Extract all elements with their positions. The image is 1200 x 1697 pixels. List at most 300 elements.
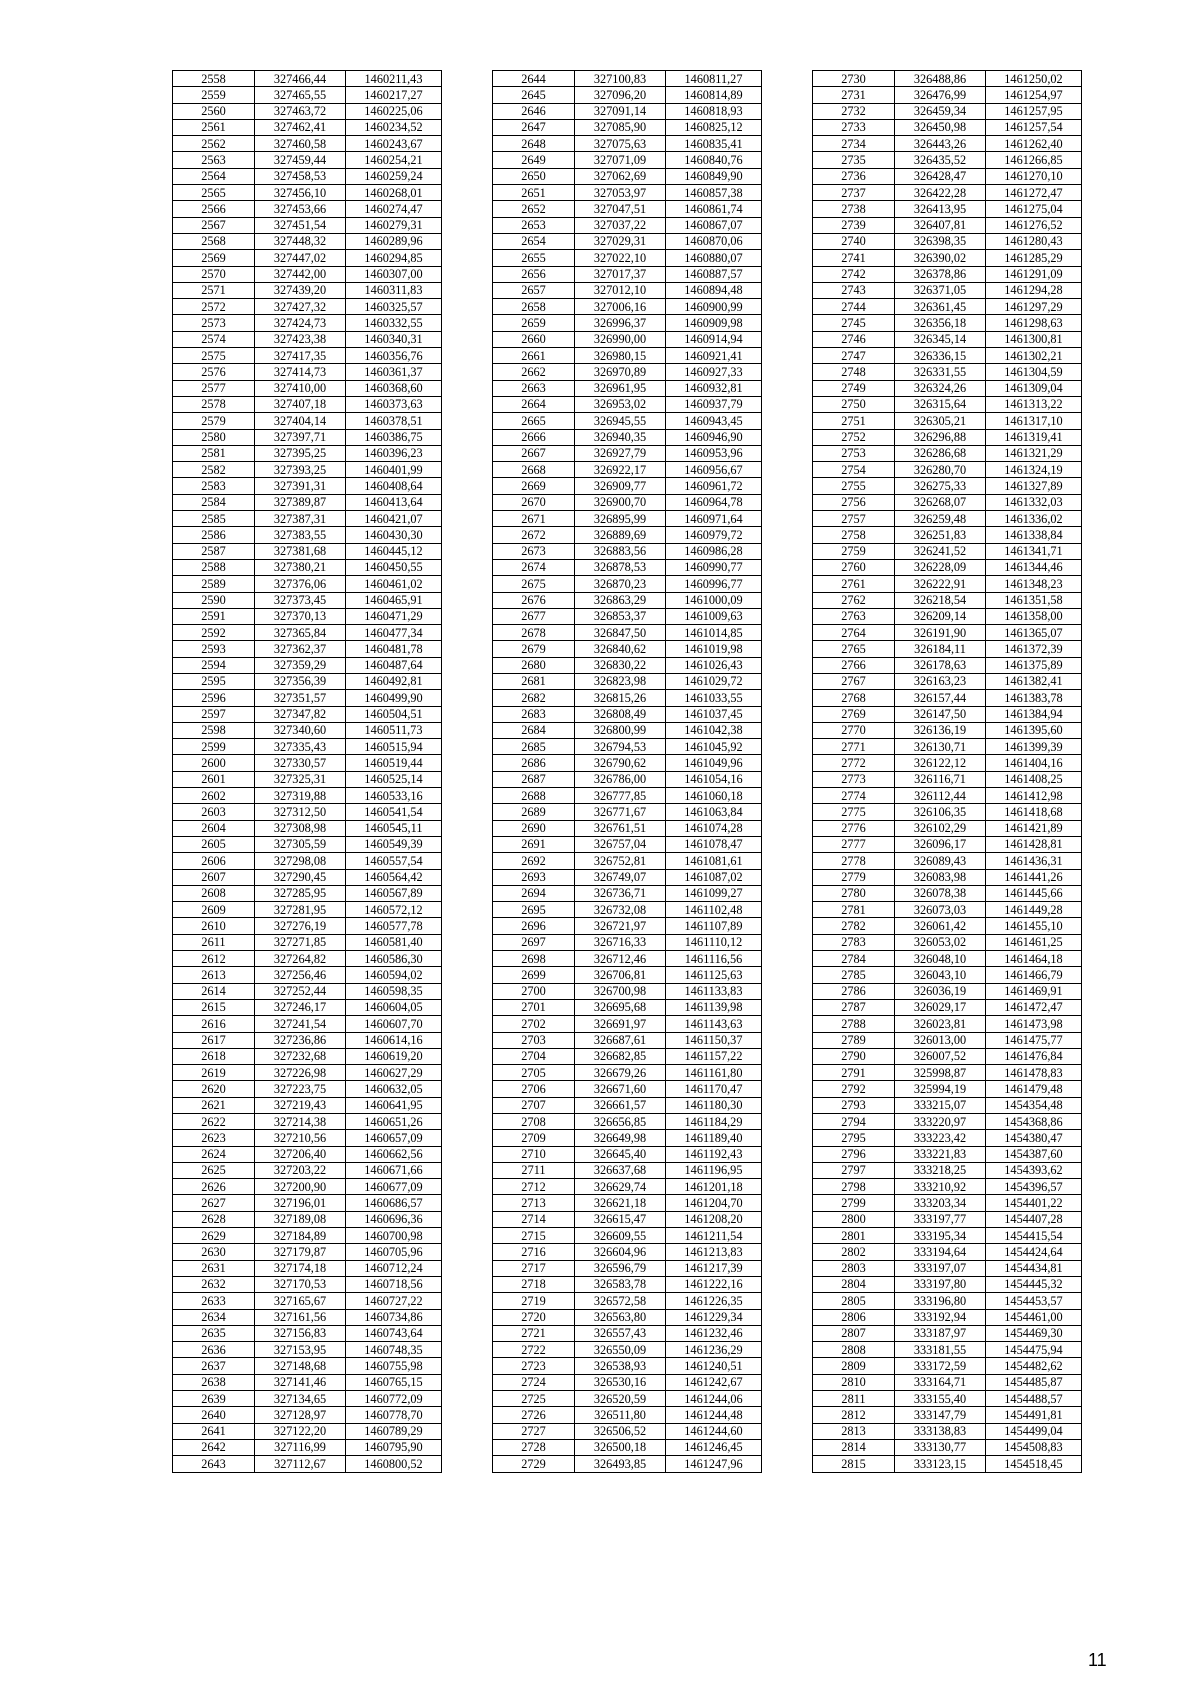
x-coordinate-cell: 326506,52 [575,1423,666,1439]
x-coordinate-cell: 326808,49 [575,706,666,722]
y-coordinate-cell: 1461321,29 [986,445,1082,461]
y-coordinate-cell: 1460986,28 [666,543,762,559]
x-coordinate-cell: 326757,04 [575,836,666,852]
y-coordinate-cell: 1461078,47 [666,836,762,852]
point-number-cell: 2689 [493,804,575,820]
x-coordinate-cell: 327122,20 [255,1423,346,1439]
point-number-cell: 2742 [813,266,895,282]
table-row [173,217,442,233]
x-coordinate-cell: 327096,20 [575,87,666,103]
point-number-cell: 2558 [173,71,255,87]
y-coordinate-cell: 1460471,29 [346,608,442,624]
point-number-cell: 2809 [813,1358,895,1374]
y-coordinate-cell: 1460914,94 [666,331,762,347]
y-coordinate-cell: 1460586,30 [346,951,442,967]
x-coordinate-cell: 326895,99 [575,511,666,527]
x-coordinate-cell: 326671,60 [575,1081,666,1097]
y-coordinate-cell: 1461143,63 [666,1016,762,1032]
table-row [493,396,762,412]
table-row [813,429,1082,445]
x-coordinate-cell: 326476,99 [895,87,986,103]
coordinates-table-3 [812,70,1082,1473]
table-row [493,1114,762,1130]
y-coordinate-cell: 1461250,02 [986,71,1082,87]
x-coordinate-cell: 326029,17 [895,999,986,1015]
point-number-cell: 2612 [173,951,255,967]
y-coordinate-cell: 1461332,03 [986,494,1082,510]
table-row [173,380,442,396]
y-coordinate-cell: 1454415,54 [986,1228,1082,1244]
point-number-cell: 2682 [493,690,575,706]
table-row [493,266,762,282]
x-coordinate-cell: 327448,32 [255,233,346,249]
point-number-cell: 2761 [813,576,895,592]
table-row [173,967,442,983]
table-row [173,1114,442,1130]
table-row [173,722,442,738]
table-row [813,1407,1082,1423]
x-coordinate-cell: 327447,02 [255,250,346,266]
x-coordinate-cell: 326390,02 [895,250,986,266]
point-number-cell: 2632 [173,1276,255,1292]
point-number-cell: 2568 [173,233,255,249]
x-coordinate-cell: 326511,80 [575,1407,666,1423]
table-row [173,999,442,1015]
table-row [813,152,1082,168]
point-number-cell: 2664 [493,396,575,412]
y-coordinate-cell: 1460840,76 [666,152,762,168]
point-number-cell: 2781 [813,902,895,918]
y-coordinate-cell: 1460356,76 [346,348,442,364]
table-row [813,657,1082,673]
x-coordinate-cell: 327414,73 [255,364,346,380]
table-row [493,885,762,901]
y-coordinate-cell: 1460594,02 [346,967,442,983]
x-coordinate-cell: 326883,56 [575,543,666,559]
point-number-cell: 2580 [173,429,255,445]
y-coordinate-cell: 1461348,23 [986,576,1082,592]
point-number-cell: 2566 [173,201,255,217]
point-number-cell: 2693 [493,869,575,885]
table-row [173,1391,442,1407]
point-number-cell: 2638 [173,1374,255,1390]
table-row [813,1211,1082,1227]
point-number-cell: 2687 [493,771,575,787]
x-coordinate-cell: 326794,53 [575,739,666,755]
point-number-cell: 2794 [813,1114,895,1130]
y-coordinate-cell: 1460971,64 [666,511,762,527]
point-number-cell: 2637 [173,1358,255,1374]
point-number-cell: 2814 [813,1439,895,1455]
point-number-cell: 2728 [493,1439,575,1455]
y-coordinate-cell: 1461304,59 [986,364,1082,380]
y-coordinate-cell: 1461110,12 [666,934,762,950]
y-coordinate-cell: 1460700,98 [346,1228,442,1244]
table-row [173,1276,442,1292]
x-coordinate-cell: 327442,00 [255,266,346,282]
y-coordinate-cell: 1460581,40 [346,934,442,950]
point-number-cell: 2768 [813,690,895,706]
table-row [173,71,442,87]
y-coordinate-cell: 1454354,48 [986,1097,1082,1113]
y-coordinate-cell: 1461170,47 [666,1081,762,1097]
table-row [813,1146,1082,1162]
table-row [173,1244,442,1260]
y-coordinate-cell: 1454445,32 [986,1276,1082,1292]
table-row [493,1342,762,1358]
x-coordinate-cell: 327161,56 [255,1309,346,1325]
table-row [813,853,1082,869]
x-coordinate-cell: 326493,85 [575,1456,666,1472]
y-coordinate-cell: 1460450,55 [346,559,442,575]
x-coordinate-cell: 326786,00 [575,771,666,787]
y-coordinate-cell: 1460577,78 [346,918,442,934]
point-number-cell: 2729 [493,1456,575,1472]
x-coordinate-cell: 333130,77 [895,1439,986,1455]
y-coordinate-cell: 1461139,98 [666,999,762,1015]
table-row [173,1195,442,1211]
table-row [493,559,762,575]
page-number: 11 [1088,1650,1107,1670]
table-row [813,1081,1082,1097]
table-row [173,185,442,201]
x-coordinate-cell: 327389,87 [255,494,346,510]
table-row [813,543,1082,559]
x-coordinate-cell: 327017,37 [575,266,666,282]
table-row [813,185,1082,201]
y-coordinate-cell: 1460401,99 [346,462,442,478]
x-coordinate-cell: 327427,32 [255,299,346,315]
x-coordinate-cell: 327335,43 [255,739,346,755]
point-number-cell: 2699 [493,967,575,983]
point-number-cell: 2617 [173,1032,255,1048]
x-coordinate-cell: 327365,84 [255,625,346,641]
y-coordinate-cell: 1461257,54 [986,119,1082,135]
point-number-cell: 2795 [813,1130,895,1146]
y-coordinate-cell: 1460795,90 [346,1439,442,1455]
x-coordinate-cell: 326130,71 [895,739,986,755]
y-coordinate-cell: 1460921,41 [666,348,762,364]
x-coordinate-cell: 326749,07 [575,869,666,885]
x-coordinate-cell: 326945,55 [575,413,666,429]
table-row [493,478,762,494]
point-number-cell: 2727 [493,1423,575,1439]
x-coordinate-cell: 327347,82 [255,706,346,722]
y-coordinate-cell: 1460946,90 [666,429,762,445]
point-number-cell: 2615 [173,999,255,1015]
point-number-cell: 2592 [173,625,255,641]
x-coordinate-cell: 326583,78 [575,1276,666,1292]
x-coordinate-cell: 326889,69 [575,527,666,543]
table-row [493,136,762,152]
y-coordinate-cell: 1461026,43 [666,657,762,673]
x-coordinate-cell: 326530,16 [575,1374,666,1390]
table-row [813,103,1082,119]
table-row [493,1374,762,1390]
table-row [493,722,762,738]
table-row [493,690,762,706]
table-row [493,673,762,689]
x-coordinate-cell: 326053,02 [895,934,986,950]
point-number-cell: 2811 [813,1391,895,1407]
y-coordinate-cell: 1460487,64 [346,657,442,673]
y-coordinate-cell: 1461222,16 [666,1276,762,1292]
table-row [493,820,762,836]
y-coordinate-cell: 1460937,79 [666,396,762,412]
y-coordinate-cell: 1461472,47 [986,999,1082,1015]
x-coordinate-cell: 326687,61 [575,1032,666,1048]
y-coordinate-cell: 1461418,68 [986,804,1082,820]
point-number-cell: 2575 [173,348,255,364]
x-coordinate-cell: 327397,71 [255,429,346,445]
point-number-cell: 2625 [173,1162,255,1178]
point-number-cell: 2631 [173,1260,255,1276]
y-coordinate-cell: 1460772,09 [346,1391,442,1407]
point-number-cell: 2782 [813,918,895,934]
y-coordinate-cell: 1461081,61 [666,853,762,869]
y-coordinate-cell: 1460900,99 [666,299,762,315]
y-coordinate-cell: 1460332,55 [346,315,442,331]
point-number-cell: 2813 [813,1423,895,1439]
x-coordinate-cell: 327463,72 [255,103,346,119]
point-number-cell: 2630 [173,1244,255,1260]
point-number-cell: 2669 [493,478,575,494]
x-coordinate-cell: 327214,38 [255,1114,346,1130]
y-coordinate-cell: 1461365,07 [986,625,1082,641]
table-row [493,185,762,201]
table-row [493,608,762,624]
y-coordinate-cell: 1461469,91 [986,983,1082,999]
point-number-cell: 2614 [173,983,255,999]
x-coordinate-cell: 326679,26 [575,1065,666,1081]
x-coordinate-cell: 326777,85 [575,788,666,804]
table-row [813,608,1082,624]
point-number-cell: 2680 [493,657,575,673]
table-row [493,641,762,657]
x-coordinate-cell: 326007,52 [895,1048,986,1064]
table-row [813,119,1082,135]
point-number-cell: 2667 [493,445,575,461]
table-row [173,641,442,657]
point-number-cell: 2683 [493,706,575,722]
table-row [493,1211,762,1227]
table-row [813,1358,1082,1374]
point-number-cell: 2775 [813,804,895,820]
y-coordinate-cell: 1461280,43 [986,233,1082,249]
y-coordinate-cell: 1460887,57 [666,266,762,282]
x-coordinate-cell: 326048,10 [895,951,986,967]
table-row [173,1162,442,1178]
y-coordinate-cell: 1461180,30 [666,1097,762,1113]
table-row [173,527,442,543]
y-coordinate-cell: 1461125,63 [666,967,762,983]
y-coordinate-cell: 1461029,72 [666,673,762,689]
x-coordinate-cell: 327424,73 [255,315,346,331]
table-row [173,462,442,478]
table-row [173,348,442,364]
x-coordinate-cell: 326036,19 [895,983,986,999]
x-coordinate-cell: 327116,99 [255,1439,346,1455]
point-number-cell: 2807 [813,1325,895,1341]
x-coordinate-cell: 326615,47 [575,1211,666,1227]
x-coordinate-cell: 327391,31 [255,478,346,494]
table-row [173,282,442,298]
point-number-cell: 2755 [813,478,895,494]
y-coordinate-cell: 1461285,29 [986,250,1082,266]
y-coordinate-cell: 1460800,52 [346,1456,442,1472]
table-row [173,315,442,331]
y-coordinate-cell: 1461291,09 [986,266,1082,282]
point-number-cell: 2628 [173,1211,255,1227]
y-coordinate-cell: 1461099,27 [666,885,762,901]
y-coordinate-cell: 1460294,85 [346,250,442,266]
y-coordinate-cell: 1460533,16 [346,788,442,804]
y-coordinate-cell: 1461229,34 [666,1309,762,1325]
point-number-cell: 2786 [813,983,895,999]
x-coordinate-cell: 326853,37 [575,608,666,624]
table-row [493,413,762,429]
y-coordinate-cell: 1460413,64 [346,494,442,510]
y-coordinate-cell: 1460289,96 [346,233,442,249]
point-number-cell: 2646 [493,103,575,119]
y-coordinate-cell: 1460765,15 [346,1374,442,1390]
y-coordinate-cell: 1460421,07 [346,511,442,527]
table-row [493,739,762,755]
point-number-cell: 2710 [493,1146,575,1162]
y-coordinate-cell: 1460619,20 [346,1048,442,1064]
point-number-cell: 2701 [493,999,575,1015]
y-coordinate-cell: 1460274,47 [346,201,442,217]
point-number-cell: 2681 [493,673,575,689]
y-coordinate-cell: 1454368,86 [986,1114,1082,1130]
x-coordinate-cell: 327459,44 [255,152,346,168]
table-row [493,543,762,559]
y-coordinate-cell: 1454396,57 [986,1179,1082,1195]
y-coordinate-cell: 1460234,52 [346,119,442,135]
y-coordinate-cell: 1460519,44 [346,755,442,771]
x-coordinate-cell: 326241,52 [895,543,986,559]
point-number-cell: 2777 [813,836,895,852]
x-coordinate-cell: 327393,25 [255,462,346,478]
table-row [493,201,762,217]
point-number-cell: 2797 [813,1162,895,1178]
table-row [813,462,1082,478]
point-number-cell: 2757 [813,511,895,527]
x-coordinate-cell: 326222,91 [895,576,986,592]
point-number-cell: 2636 [173,1342,255,1358]
x-coordinate-cell: 326682,85 [575,1048,666,1064]
y-coordinate-cell: 1460549,39 [346,836,442,852]
table-row [493,315,762,331]
point-number-cell: 2767 [813,673,895,689]
point-number-cell: 2588 [173,559,255,575]
table-row [493,1423,762,1439]
point-number-cell: 2760 [813,559,895,575]
x-coordinate-cell: 327462,41 [255,119,346,135]
table-row [493,168,762,184]
table-row [173,429,442,445]
table-row [813,413,1082,429]
y-coordinate-cell: 1461476,84 [986,1048,1082,1064]
point-number-cell: 2574 [173,331,255,347]
y-coordinate-cell: 1461319,41 [986,429,1082,445]
table-row [813,999,1082,1015]
y-coordinate-cell: 1461184,29 [666,1114,762,1130]
point-number-cell: 2584 [173,494,255,510]
x-coordinate-cell: 327112,67 [255,1456,346,1472]
y-coordinate-cell: 1461257,95 [986,103,1082,119]
x-coordinate-cell: 326645,40 [575,1146,666,1162]
x-coordinate-cell: 327236,86 [255,1032,346,1048]
point-number-cell: 2801 [813,1228,895,1244]
x-coordinate-cell: 326122,12 [895,755,986,771]
y-coordinate-cell: 1461313,22 [986,396,1082,412]
table-row [813,918,1082,934]
x-coordinate-cell: 327241,54 [255,1016,346,1032]
point-number-cell: 2678 [493,625,575,641]
y-coordinate-cell: 1461211,54 [666,1228,762,1244]
table-row [813,348,1082,364]
point-number-cell: 2599 [173,739,255,755]
x-coordinate-cell: 327189,08 [255,1211,346,1227]
table-row [813,983,1082,999]
x-coordinate-cell: 326691,97 [575,1016,666,1032]
table-row [813,511,1082,527]
point-number-cell: 2644 [493,71,575,87]
table-row [173,625,442,641]
point-number-cell: 2776 [813,820,895,836]
x-coordinate-cell: 327071,09 [575,152,666,168]
y-coordinate-cell: 1454387,60 [986,1146,1082,1162]
table-row [813,201,1082,217]
y-coordinate-cell: 1460956,67 [666,462,762,478]
point-number-cell: 2706 [493,1081,575,1097]
y-coordinate-cell: 1460268,01 [346,185,442,201]
y-coordinate-cell: 1460311,83 [346,282,442,298]
x-coordinate-cell: 326637,68 [575,1162,666,1178]
y-coordinate-cell: 1460677,09 [346,1179,442,1195]
x-coordinate-cell: 326863,29 [575,592,666,608]
x-coordinate-cell: 326157,44 [895,690,986,706]
point-number-cell: 2601 [173,771,255,787]
y-coordinate-cell: 1460499,90 [346,690,442,706]
table-row [493,380,762,396]
x-coordinate-cell: 333215,07 [895,1097,986,1113]
x-coordinate-cell: 326191,90 [895,625,986,641]
y-coordinate-cell: 1461436,31 [986,853,1082,869]
table-row [173,706,442,722]
point-number-cell: 2674 [493,559,575,575]
x-coordinate-cell: 326356,18 [895,315,986,331]
y-coordinate-cell: 1461445,66 [986,885,1082,901]
y-coordinate-cell: 1460979,72 [666,527,762,543]
point-number-cell: 2691 [493,836,575,852]
point-number-cell: 2800 [813,1211,895,1227]
point-number-cell: 2748 [813,364,895,380]
table-row [173,364,442,380]
point-number-cell: 2732 [813,103,895,119]
point-number-cell: 2733 [813,119,895,135]
y-coordinate-cell: 1454461,00 [986,1309,1082,1325]
table-row [813,1032,1082,1048]
table-row [493,967,762,983]
y-coordinate-cell: 1461421,89 [986,820,1082,836]
table-row [173,657,442,673]
table-row [173,1439,442,1455]
table-row [493,527,762,543]
table-row [173,1211,442,1227]
point-number-cell: 2626 [173,1179,255,1195]
